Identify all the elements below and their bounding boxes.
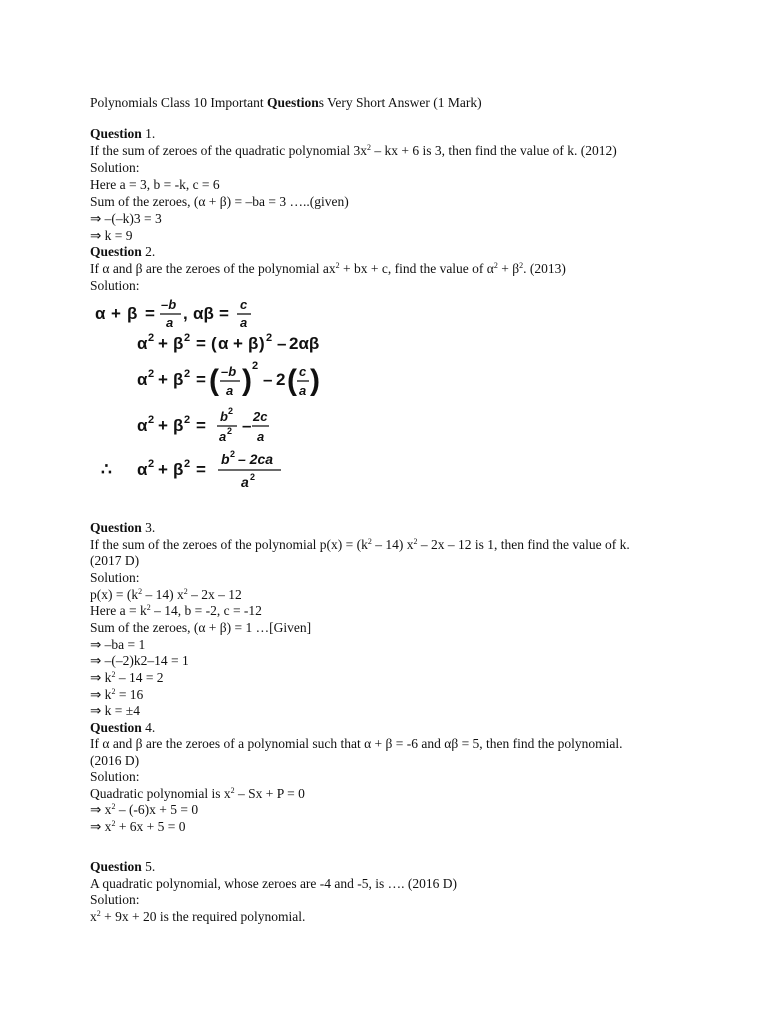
svg-text:∴: ∴ xyxy=(101,460,112,479)
svg-text:α: α xyxy=(218,334,229,353)
q3-solution-line: ⇒ –ba = 1 xyxy=(90,637,146,652)
q4-solution-line: Quadratic polynomial is $x^2 - Sx + P = 0$ xyxy=(90,786,305,801)
svg-text:2: 2 xyxy=(148,368,155,380)
q3-solution-line: Sum of the zeroes, (α + β) = 1 …[Given] xyxy=(90,620,312,635)
svg-text:αβ: αβ xyxy=(193,304,214,323)
svg-text:2: 2 xyxy=(250,472,256,482)
solution-label: Solution: xyxy=(90,892,140,907)
question-4-heading: Question 4. xyxy=(90,720,156,735)
svg-text:(: ( xyxy=(287,364,297,397)
svg-text:β: β xyxy=(173,370,184,389)
svg-text:2: 2 xyxy=(148,332,155,344)
question-2-heading: Question 2. xyxy=(90,244,156,259)
svg-text:a: a xyxy=(240,315,248,330)
svg-text:2: 2 xyxy=(266,332,273,344)
solution-label: Solution: xyxy=(90,160,140,175)
svg-text:α: α xyxy=(137,334,148,353)
q3-solution-line: ⇒ $k^2 - 14 = 2$ xyxy=(90,670,164,685)
q1-solution-line: Sum of the zeroes, (α + β) = –ba = 3 …..(given) xyxy=(90,194,349,209)
solution-equations-image xyxy=(95,297,355,497)
svg-text:+: + xyxy=(158,460,168,479)
svg-text:+: + xyxy=(111,304,121,323)
svg-text:β: β xyxy=(248,334,259,353)
question-4-text: If α and β are the zeroes of a polynomial such that α + β = -6 and αβ = 5, then find the polynomial. (2016 D) xyxy=(90,736,623,768)
question-3-heading: Question 3. xyxy=(90,520,156,535)
svg-text:β: β xyxy=(173,460,184,479)
svg-text:,: , xyxy=(183,304,188,323)
svg-text:+: + xyxy=(158,416,168,435)
svg-text:– 2ca: – 2ca xyxy=(238,451,274,467)
svg-text:): ) xyxy=(242,364,252,397)
solution-label: Solution: xyxy=(90,570,140,585)
svg-text:2: 2 xyxy=(184,368,191,380)
question-2-text: If α and β are the zeroes of the polynomial $ax^2$ + bx + c, find the value of $\alpha^2 + \beta^2$. (2013) xyxy=(90,261,566,276)
svg-text:2αβ: 2αβ xyxy=(289,334,320,353)
question-1-heading: Question 1. xyxy=(90,126,156,141)
svg-text:c: c xyxy=(299,364,307,379)
q4-solution-line: ⇒ $x^2 + 6x + 5 = 0$ xyxy=(90,819,186,834)
svg-text:α: α xyxy=(137,370,148,389)
question-5-heading: Question 5. xyxy=(90,859,156,874)
svg-text:): ) xyxy=(310,364,320,397)
svg-text:2: 2 xyxy=(184,332,191,344)
question-1-text: If the sum of zeroes of the quadratic polynomial $3x^2$ – kx + 6 is 3, then find the value of k. (2012) xyxy=(90,143,617,158)
svg-text:2: 2 xyxy=(148,458,155,470)
question-3-year: (2017 D) xyxy=(90,553,140,568)
question-3-text: If the sum of the zeroes of the polynomial $p(x) = (k^2 - 14)$ $x^2 - 2x - 12$ is 1, then find the value of k. xyxy=(90,537,630,552)
svg-text:2: 2 xyxy=(276,370,286,389)
q3-solution-line: ⇒ $k^2 = 16$ xyxy=(90,687,144,702)
svg-text:=: = xyxy=(196,460,206,479)
svg-text:a: a xyxy=(299,383,307,398)
q3-solution-line: Here $a = k^2 - 14$, b = -2, c = -12 xyxy=(90,603,262,618)
document-title: Polynomials Class 10 Important Questions Very Short Answer (1 Mark) xyxy=(90,95,482,110)
equation-line-4 xyxy=(137,406,269,444)
q5-solution-line: $x^2 + 9x + 20$ is the required polynomial. xyxy=(90,909,306,924)
svg-text:–: – xyxy=(242,416,252,435)
svg-text:2: 2 xyxy=(252,360,259,372)
svg-text:+: + xyxy=(233,334,243,353)
svg-text:2: 2 xyxy=(230,449,236,459)
question-5-text: A quadratic polynomial, whose zeroes are -4 and -5, is …. (2016 D) xyxy=(90,876,458,891)
equation-line-1 xyxy=(95,297,251,330)
svg-text:a: a xyxy=(166,315,174,330)
svg-text:c: c xyxy=(240,297,248,312)
svg-text:a: a xyxy=(219,429,227,444)
svg-text:): ) xyxy=(259,334,265,353)
svg-text:(: ( xyxy=(211,334,217,353)
svg-text:=: = xyxy=(196,370,206,389)
svg-text:a: a xyxy=(241,474,249,490)
svg-text:β: β xyxy=(173,416,184,435)
solution-label: Solution: xyxy=(90,278,140,293)
q1-solution-line: ⇒ k = 9 xyxy=(90,228,133,243)
svg-text:2: 2 xyxy=(227,426,233,436)
svg-text:β: β xyxy=(127,304,138,323)
svg-text:+: + xyxy=(158,370,168,389)
svg-text:=: = xyxy=(145,304,155,323)
equation-line-5 xyxy=(101,449,281,490)
equation-line-3 xyxy=(137,360,320,398)
svg-text:2: 2 xyxy=(148,414,155,426)
svg-text:b: b xyxy=(220,409,228,424)
svg-text:a: a xyxy=(257,429,265,444)
svg-text:–b: –b xyxy=(221,364,237,379)
q3-solution-line: ⇒ k = ±4 xyxy=(90,703,140,718)
svg-text:α: α xyxy=(95,304,106,323)
svg-text:β: β xyxy=(173,334,184,353)
svg-text:(: ( xyxy=(209,364,219,397)
svg-text:=: = xyxy=(196,416,206,435)
svg-text:a: a xyxy=(226,383,234,398)
svg-text:+: + xyxy=(158,334,168,353)
svg-text:2: 2 xyxy=(184,458,191,470)
svg-text:2: 2 xyxy=(228,406,234,416)
svg-text:–: – xyxy=(263,370,273,389)
svg-text:–b: –b xyxy=(161,297,177,312)
q3-solution-line: ⇒ –(–2)k2–14 = 1 xyxy=(90,653,189,668)
q1-solution-line: Here a = 3, b = -k, c = 6 xyxy=(90,177,220,192)
q4-solution-line: ⇒ $x^2 - (-6)x + 5 = 0$ xyxy=(90,802,199,817)
svg-text:–: – xyxy=(277,334,287,353)
q1-solution-line: ⇒ –(–k)3 = 3 xyxy=(90,211,162,226)
svg-text:2: 2 xyxy=(184,414,191,426)
q3-solution-line: $p(x) = (k^2 - 14)$ $x^2 - 2x - 12$ xyxy=(90,587,242,602)
svg-text:2c: 2c xyxy=(253,409,268,424)
svg-text:b: b xyxy=(221,451,230,467)
solution-label: Solution: xyxy=(90,769,140,784)
svg-text:=: = xyxy=(196,334,206,353)
svg-text:α: α xyxy=(137,460,148,479)
svg-text:=: = xyxy=(219,304,229,323)
svg-text:α: α xyxy=(137,416,148,435)
equation-line-2 xyxy=(137,332,319,353)
